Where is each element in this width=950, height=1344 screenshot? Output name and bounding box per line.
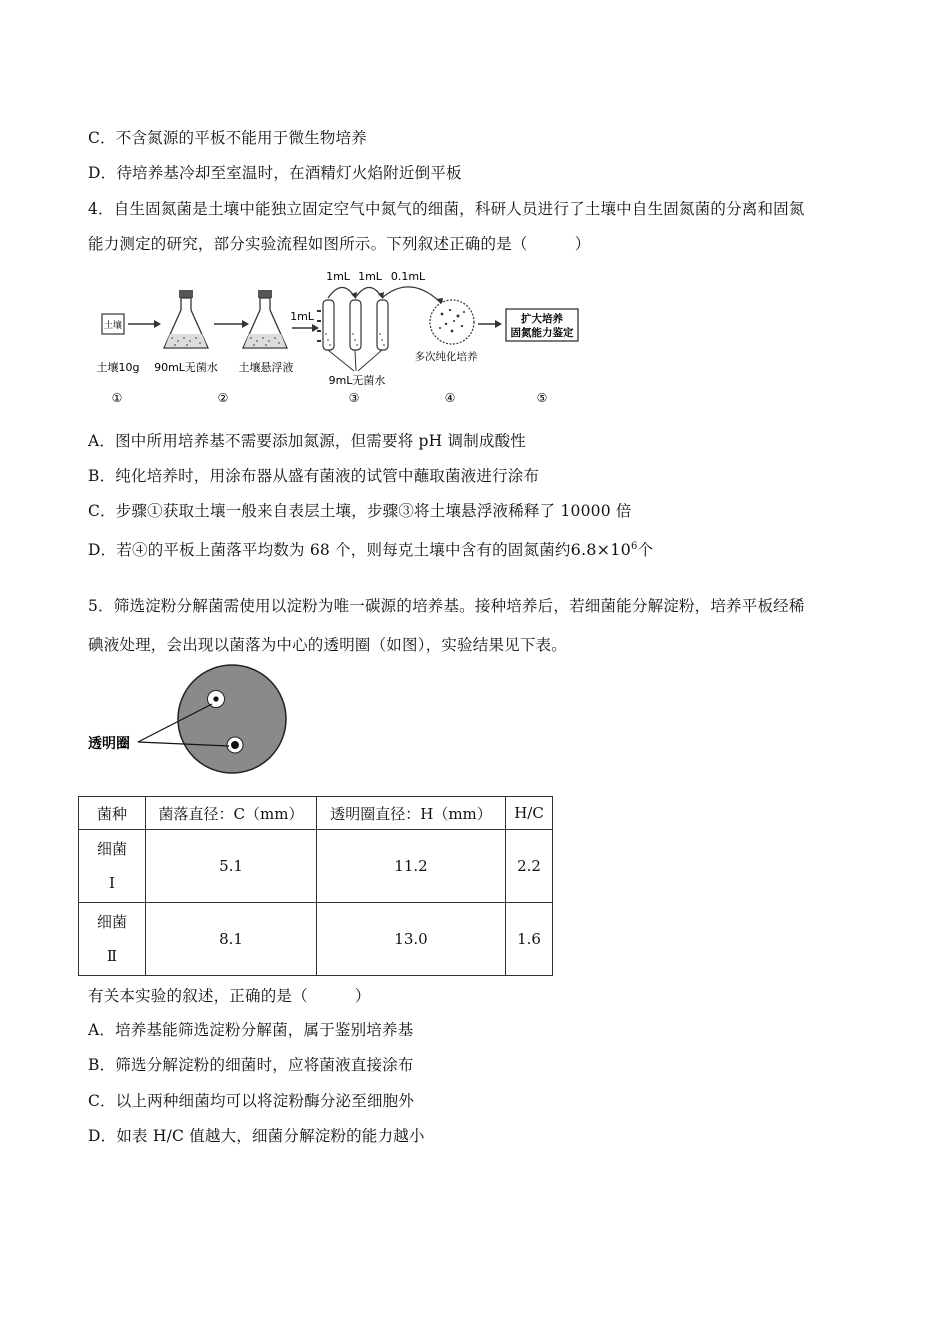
clear-zone-diameter-cell: 11.2 (317, 830, 506, 903)
soil-box-label: 土壤 (103, 321, 123, 331)
q5-prompt: 有关本实验的叙述，正确的是（ ） (88, 987, 371, 1005)
top-label-1: 1mL (326, 270, 350, 283)
label-soil-suspension: 土壤悬浮液 (238, 361, 294, 374)
header-ratio: H/C (506, 797, 553, 830)
top-label-2: 1mL (358, 270, 382, 283)
results-table (78, 796, 553, 976)
header-colony-diameter: 菌落直径：C（mm） (146, 797, 317, 830)
flask-soil-suspension (243, 290, 287, 348)
strain-cell: 细菌 Ⅰ (79, 830, 146, 903)
q3-option-d: D．待培养基冷却至室温时，在酒精灯火焰附近倒平板 (88, 164, 462, 182)
step5-line2: 固氮能力鉴定 (510, 327, 574, 339)
label-soil-10g: 土壤10g (96, 361, 140, 374)
label-purify: 多次纯化培养 (414, 351, 478, 363)
q4-option-d-number: 6.8×10 (570, 540, 632, 559)
colony-2 (231, 741, 239, 749)
q4-stem-line1: 4．自生固氮菌是土壤中能独立固定空气中氮气的细菌，科研人员进行了土壤中自生固氮菌的分离和固氮 (88, 200, 805, 218)
colony-1 (213, 696, 218, 701)
colony-diameter-cell: 5.1 (146, 830, 317, 903)
header-strain: 菌种 (79, 797, 146, 830)
strain-cell: 细菌 Ⅱ (79, 903, 146, 976)
q4-stem-line2: 能力测定的研究，部分实验流程如图所示。下列叙述正确的是（ ） (88, 235, 591, 253)
label-9ml-water: 9mL无菌水 (328, 374, 386, 387)
q5-option-d: D．如表 H/C 值越大，细菌分解淀粉的能力越小 (88, 1127, 425, 1145)
q5-stem-line2: 碘液处理，会出现以菌落为中心的透明圈（如图），实验结果见下表。 (88, 636, 567, 654)
table-row (79, 830, 553, 903)
step-1: ① (111, 391, 123, 405)
q4-option-c: C．步骤①获取土壤一般来自表层土壤，步骤③将土壤悬浮液稀释了 10000 倍 (88, 502, 632, 520)
q5-option-a: A．培养基能筛选淀粉分解菌，属于鉴别培养基 (88, 1021, 414, 1039)
q4-option-d-exponent: 6 (631, 540, 638, 552)
q4-option-a: A．图中所用培养基不需要添加氮源，但需要将 pH 调制成酸性 (88, 432, 526, 450)
label-90ml-water: 90mL无菌水 (154, 361, 218, 374)
q4-option-d (88, 538, 653, 560)
header-clear-zone-diameter: 透明圈直径：H（mm） (317, 797, 506, 830)
q5-stem-line1: 5．筛选淀粉分解菌需使用以淀粉为唯一碳源的培养基。接种培养后，若细菌能分解淀粉，培养平板经稀 (88, 597, 805, 615)
step-4: ④ (444, 391, 456, 405)
clear-zone-plate-figure (84, 664, 294, 780)
q5-option-b: B．筛选分解淀粉的细菌时，应将菌液直接涂布 (88, 1056, 414, 1074)
q5-option-c: C．以上两种细菌均可以将淀粉酶分泌至细胞外 (88, 1092, 415, 1110)
q4-option-d-text: D．若④的平板上菌落平均数为 68 个，则每克土壤中含有的固氮菌约 (88, 541, 571, 559)
ratio-cell: 1.6 (506, 903, 553, 976)
step-2: ② (217, 391, 229, 405)
ratio-cell: 2.2 (506, 830, 553, 903)
step5-line1: 扩大培养 (521, 313, 563, 325)
clear-zone-diameter-cell: 13.0 (317, 903, 506, 976)
experiment-flow-figure (90, 268, 590, 408)
table-header-row (79, 797, 553, 830)
table-row (79, 903, 553, 976)
step-5: ⑤ (536, 391, 548, 405)
q4-option-d-unit: 个 (637, 541, 654, 559)
q4-option-b: B．纯化培养时，用涂布器从盛有菌液的试管中蘸取菌液进行涂布 (88, 467, 540, 485)
petri-plate (430, 300, 474, 344)
starch-plate (178, 665, 286, 773)
top-label-3: 0.1mL (390, 270, 426, 283)
colony-diameter-cell: 8.1 (146, 903, 317, 976)
clear-zone-label: 透明圈 (88, 736, 130, 752)
step-3: ③ (348, 391, 360, 405)
q3-option-c: C．不含氮源的平板不能用于微生物培养 (88, 129, 367, 147)
dilution-tubes (323, 300, 388, 350)
flask-90ml-water (164, 290, 208, 348)
arrow-1ml-label: 1mL (290, 310, 314, 323)
